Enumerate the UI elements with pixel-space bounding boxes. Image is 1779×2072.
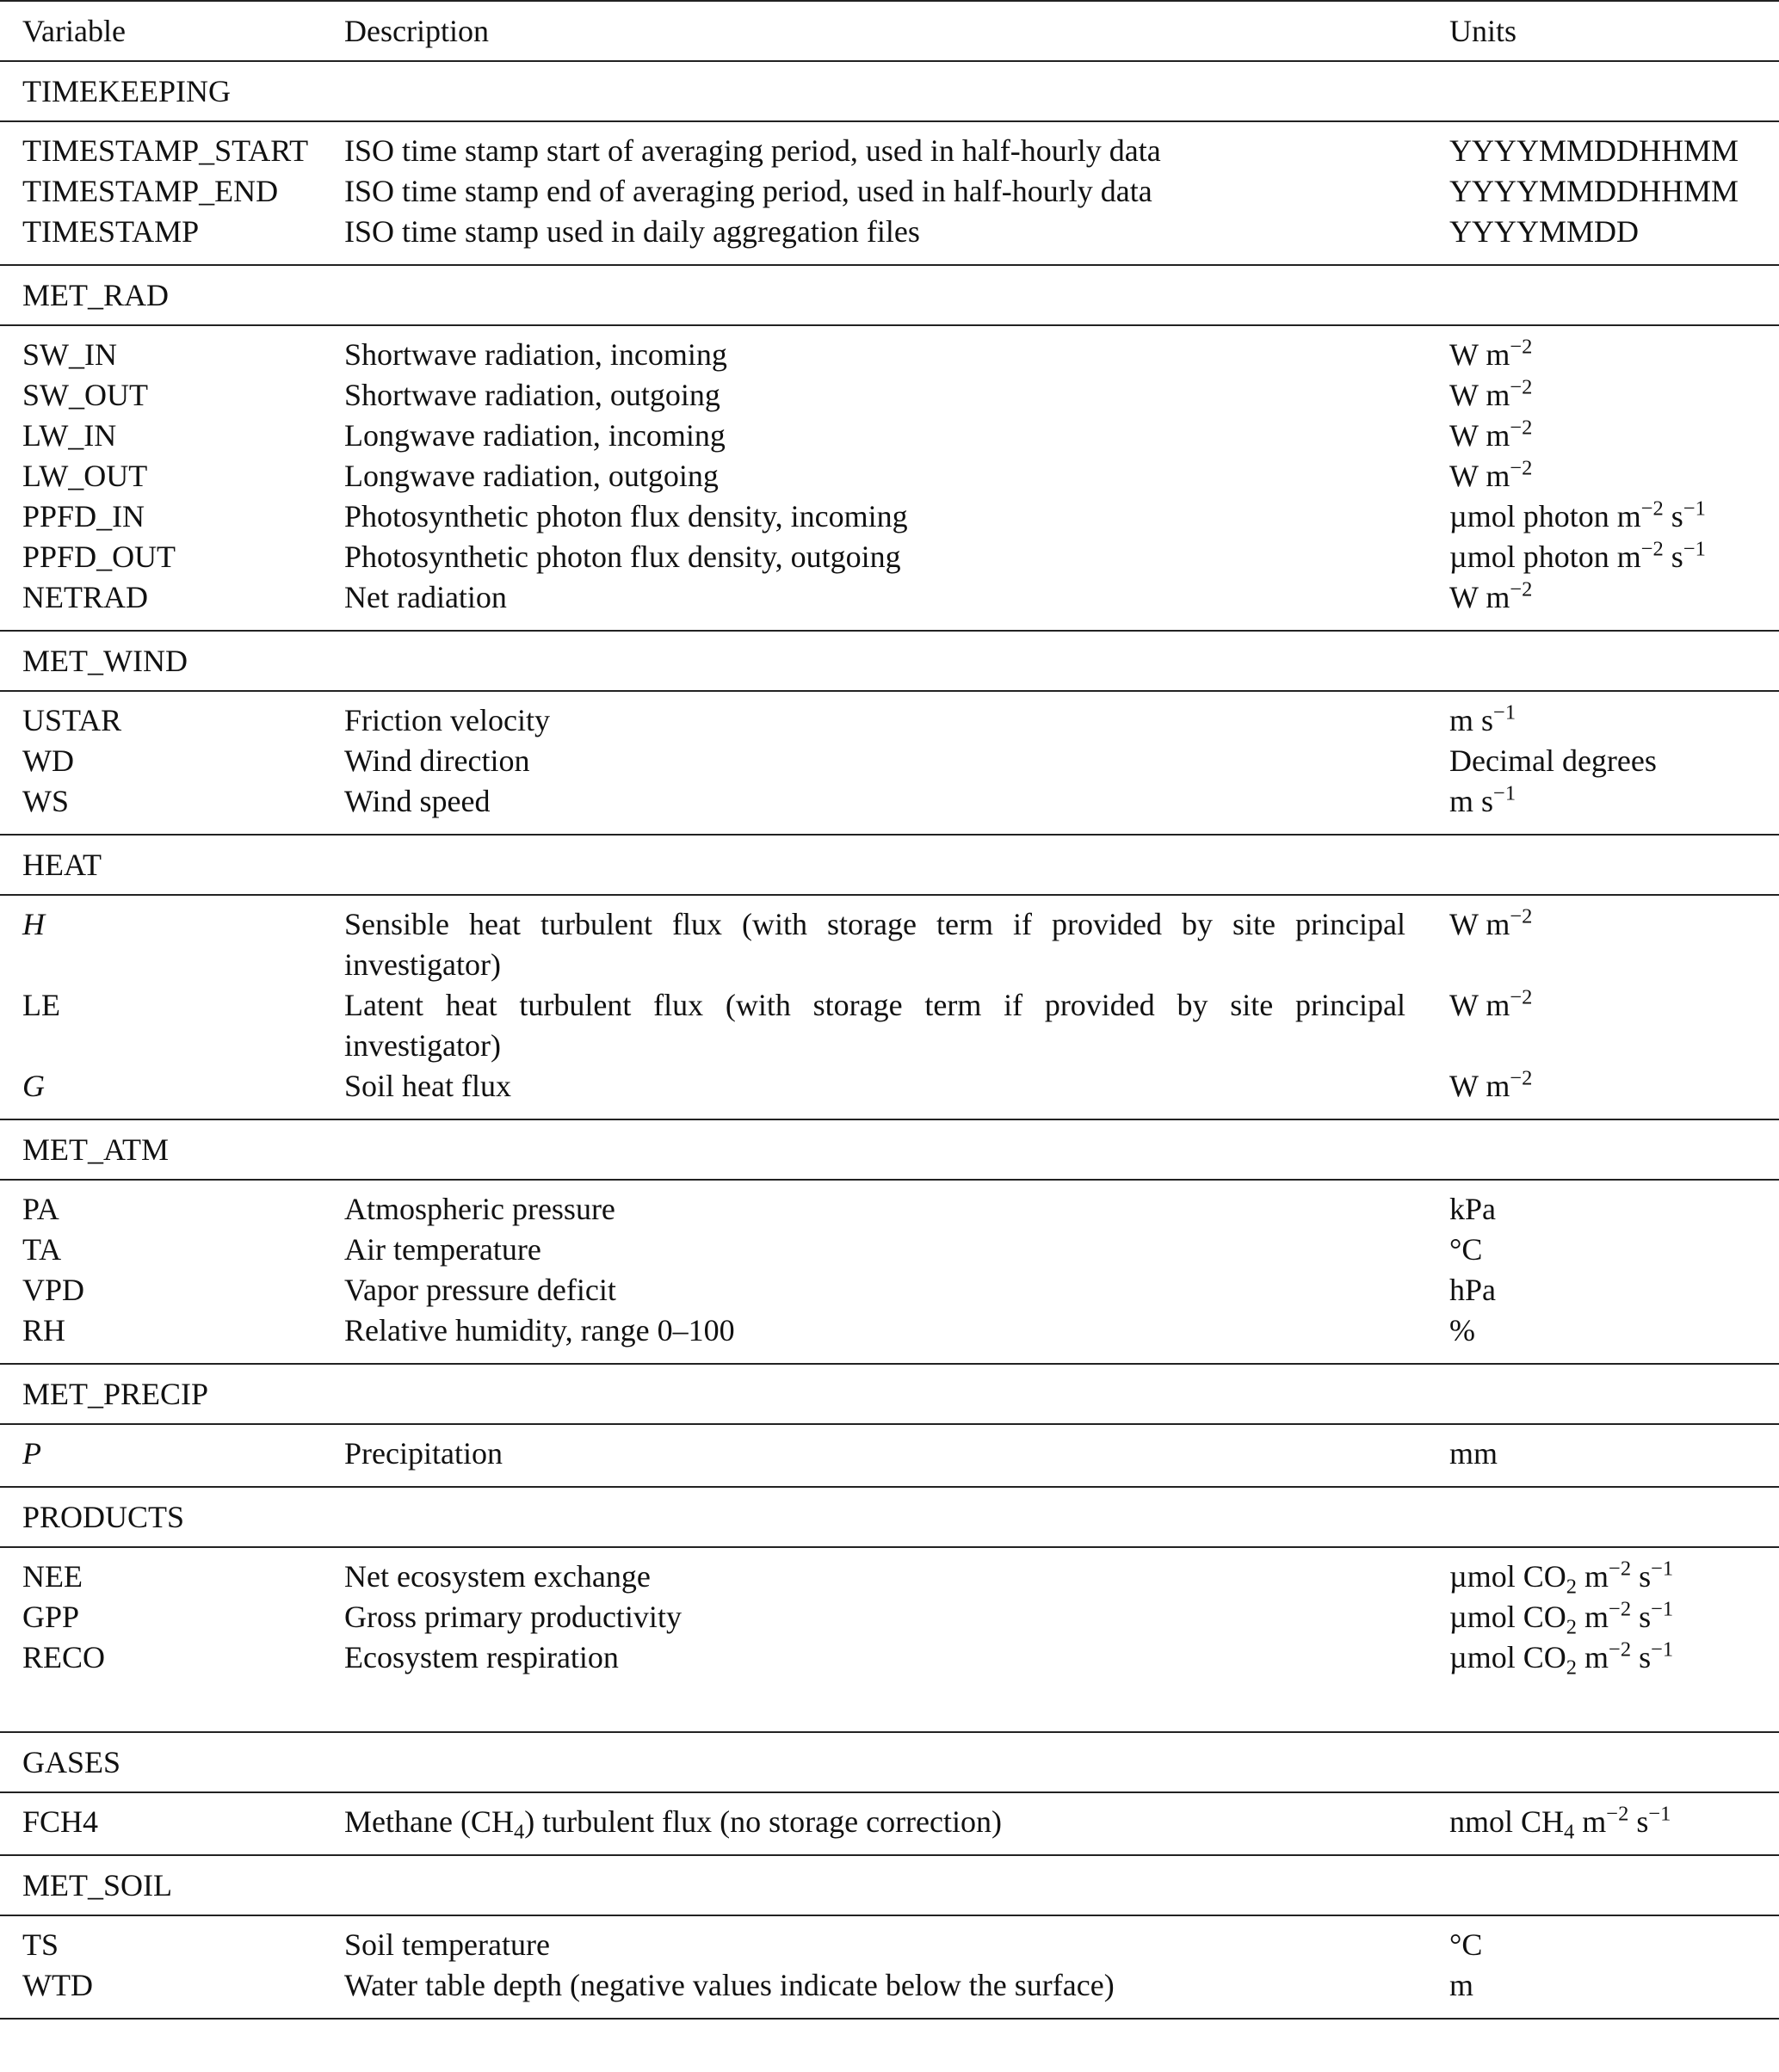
units-cell: hPa (1449, 1273, 1496, 1307)
variable-cell: RH (22, 1313, 66, 1347)
description-cell: Photosynthetic photon flux density, outgoing (344, 540, 901, 574)
group-header-row (0, 266, 1779, 324)
table-row (0, 781, 1779, 822)
table-row (0, 1310, 1779, 1351)
units-cell: °C (1449, 1927, 1483, 1962)
table-row (0, 904, 1779, 985)
table-row (0, 537, 1779, 577)
variable-cell: H (22, 907, 45, 941)
description-cell: Shortwave radiation, incoming (344, 337, 727, 372)
table-row (0, 456, 1779, 496)
group-header-row (0, 632, 1779, 690)
units-cell: Decimal degrees (1449, 743, 1657, 778)
table-row (0, 1597, 1779, 1637)
table-row (0, 1925, 1779, 1965)
units-cell: W $m^{-2}$ (1449, 456, 1533, 493)
units-cell: YYYYMMDDHHMM (1449, 174, 1739, 208)
variable-cell: TA (22, 1232, 62, 1267)
description-cell: Relative humidity, range 0–100 (344, 1313, 735, 1347)
group-header-row (0, 836, 1779, 894)
table-row (0, 1434, 1779, 1474)
description-cell: Atmospheric pressure (344, 1192, 615, 1226)
units-cell: m $s^{-1}$ (1449, 700, 1516, 737)
group-name: GASES (22, 1744, 121, 1779)
units-cell: m $s^{-1}$ (1449, 781, 1516, 818)
units-cell: °C (1449, 1232, 1483, 1267)
variable-cell: WS (22, 784, 69, 818)
description-cell: Net radiation (344, 580, 507, 614)
header-units: Units (1449, 13, 1517, 48)
units-cell: W $m^{-2}$ (1449, 904, 1533, 941)
group-name: MET_ATM (22, 1132, 169, 1167)
table-row (0, 1066, 1779, 1107)
description-cell: Gross primary productivity (344, 1600, 682, 1634)
variable-cell: LW_IN (22, 418, 117, 453)
table-row (0, 1557, 1779, 1597)
variable-cell: PPFD_OUT (22, 540, 176, 574)
variable-cell: SW_OUT (22, 378, 148, 412)
group-header-row (0, 1120, 1779, 1179)
group-body (0, 1425, 1779, 1486)
group-body (0, 1181, 1779, 1363)
variable-cell: P (22, 1436, 41, 1471)
spacer (0, 1678, 1779, 1719)
group-body (0, 1793, 1779, 1854)
variable-cell: G (22, 1069, 45, 1103)
table-row (0, 1270, 1779, 1310)
header-variable: Variable (22, 13, 126, 48)
units-cell: µmol photon $m^{-2}$ $s^{-1}$ (1449, 537, 1706, 574)
group-header-row (0, 62, 1779, 120)
units-cell: W $m^{-2}$ (1449, 416, 1533, 453)
table-row (0, 1230, 1779, 1270)
variable-cell: SW_IN (22, 337, 117, 372)
variable-cell: USTAR (22, 703, 122, 737)
description-cell: Friction velocity (344, 703, 550, 737)
table-row (0, 416, 1779, 456)
table-row (0, 1189, 1779, 1230)
variable-cell: VPD (22, 1273, 85, 1307)
header-row (0, 2, 1779, 60)
description-cell: Soil heat flux (344, 1069, 511, 1103)
description-cell: Latent heat turbulent flux (with storage term if provided by site principal investigator) (344, 988, 1405, 1063)
group-name: MET_WIND (22, 643, 188, 678)
units-cell: µmol $CO_2$ $m^{-2}$ $s^{-1}$ (1449, 1597, 1674, 1639)
table-row (0, 700, 1779, 741)
group-header-row (0, 1488, 1779, 1546)
group-name: MET_PRECIP (22, 1376, 209, 1411)
description-cell: Net ecosystem exchange (344, 1559, 651, 1594)
group-body (0, 326, 1779, 630)
variable-cell: WTD (22, 1968, 93, 2002)
group-header-row (0, 1733, 1779, 1791)
group-name: MET_SOIL (22, 1867, 172, 1902)
units-cell: W $m^{-2}$ (1449, 335, 1533, 372)
variable-cell: LW_OUT (22, 459, 148, 493)
table-row (0, 171, 1779, 212)
variable-cell: WD (22, 743, 74, 778)
variable-cell: PA (22, 1192, 59, 1226)
variable-cell: TIMESTAMP_END (22, 174, 279, 208)
group-body (0, 1916, 1779, 2018)
table-row (0, 1965, 1779, 2006)
group-body (0, 896, 1779, 1119)
units-cell: kPa (1449, 1192, 1496, 1226)
variable-cell: NETRAD (22, 580, 148, 614)
units-cell: W $m^{-2}$ (1449, 1066, 1533, 1103)
description-cell: Soil temperature (344, 1927, 550, 1962)
units-cell: YYYYMMDDHHMM (1449, 133, 1739, 168)
units-cell: m (1449, 1968, 1474, 2002)
variable-cell: TS (22, 1927, 59, 1962)
group-body (0, 692, 1779, 834)
variable-cell: PPFD_IN (22, 499, 145, 533)
group-name: HEAT (22, 847, 102, 882)
units-cell: W $m^{-2}$ (1449, 985, 1533, 1022)
table-row (0, 375, 1779, 416)
group-name: PRODUCTS (22, 1499, 185, 1534)
table-row (0, 496, 1779, 537)
group-header-row (0, 1365, 1779, 1423)
description-cell: Longwave radiation, incoming (344, 418, 726, 453)
description-cell: Ecosystem respiration (344, 1640, 619, 1674)
units-cell: mm (1449, 1436, 1498, 1471)
units-cell: YYYYMMDD (1449, 214, 1640, 249)
units-cell: W $m^{-2}$ (1449, 577, 1533, 614)
description-cell: Wind speed (344, 784, 491, 818)
variable-cell: GPP (22, 1600, 80, 1634)
units-cell: W $m^{-2}$ (1449, 375, 1533, 412)
description-cell: Water table depth (negative values indicate below the surface) (344, 1968, 1115, 2002)
description-cell: Vapor pressure deficit (344, 1273, 616, 1307)
group-end-rule (0, 2018, 1779, 2020)
table-row (0, 577, 1779, 618)
description-cell: Photosynthetic photon flux density, incoming (344, 499, 908, 533)
description-cell: Methane $(CH_4)$ turbulent flux (no storage correction) (344, 1804, 1002, 1844)
description-cell: Precipitation (344, 1436, 503, 1471)
group-header-row (0, 1856, 1779, 1915)
table-row (0, 131, 1779, 171)
units-cell: µmol photon $m^{-2}$ $s^{-1}$ (1449, 496, 1706, 533)
description-cell: Shortwave radiation, outgoing (344, 378, 720, 412)
units-cell: µmol $CO_2$ $m^{-2}$ $s^{-1}$ (1449, 1637, 1674, 1680)
header-description: Description (344, 13, 489, 48)
description-cell: Wind direction (344, 743, 530, 778)
units-cell: nmol $CH_4$ $m^{-2}$ $s^{-1}$ (1449, 1802, 1671, 1844)
units-cell: % (1449, 1313, 1475, 1347)
table-row (0, 985, 1779, 1066)
table-row (0, 741, 1779, 781)
description-cell: Longwave radiation, outgoing (344, 459, 719, 493)
variable-cell: LE (22, 988, 60, 1022)
variable-cell: RECO (22, 1640, 106, 1674)
group-body (0, 1548, 1779, 1731)
units-cell: µmol $CO_2$ $m^{-2}$ $s^{-1}$ (1449, 1557, 1674, 1599)
description-cell: Air temperature (344, 1232, 541, 1267)
description-cell: ISO time stamp used in daily aggregation files (344, 214, 920, 249)
group-name: TIMEKEEPING (22, 73, 231, 108)
description-cell: ISO time stamp end of averaging period, used in half-hourly data (344, 174, 1152, 208)
group-name: MET_RAD (22, 277, 169, 312)
table-row (0, 1637, 1779, 1678)
variable-cell: TIMESTAMP (22, 214, 200, 249)
variable-cell: NEE (22, 1559, 83, 1594)
description-cell: Sensible heat turbulent flux (with storage term if provided by site principal investigator) (344, 907, 1405, 982)
description-cell: ISO time stamp start of averaging period, used in half-hourly data (344, 133, 1161, 168)
table-body (0, 62, 1779, 2020)
group-body (0, 122, 1779, 264)
variable-cell: FCH4 (22, 1804, 99, 1839)
table-row (0, 212, 1779, 252)
table-row (0, 1802, 1779, 1842)
variable-cell: TIMESTAMP_START (22, 133, 309, 168)
table-row (0, 335, 1779, 375)
